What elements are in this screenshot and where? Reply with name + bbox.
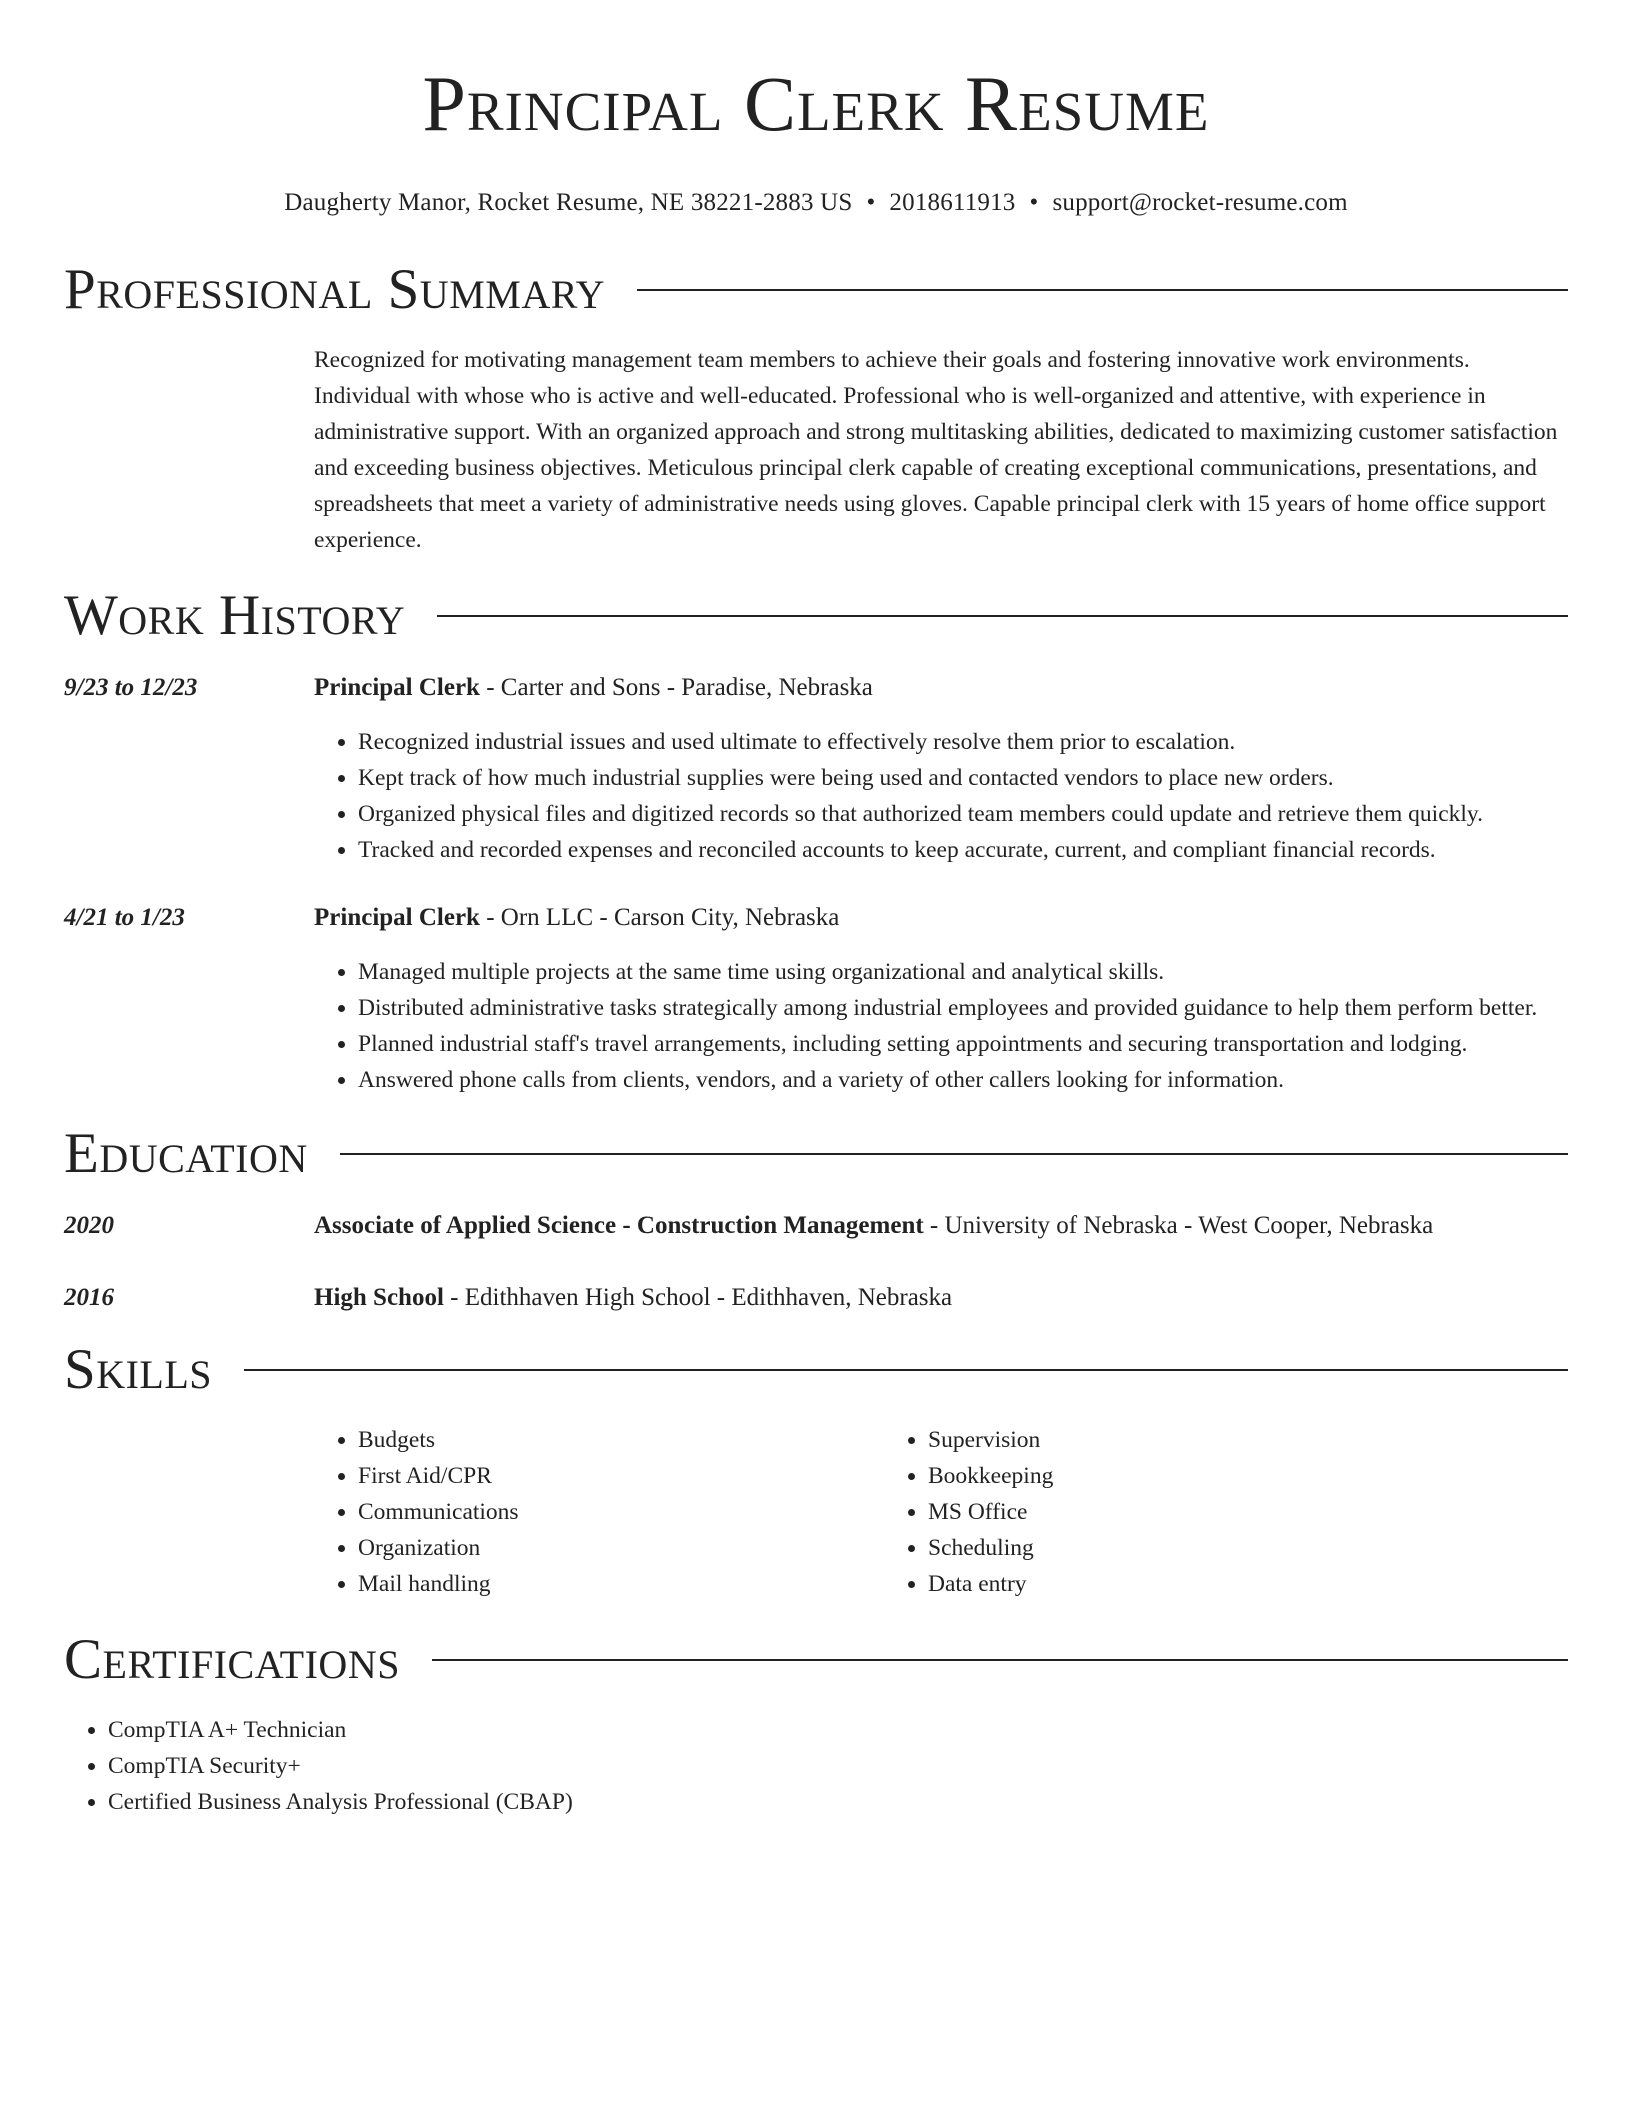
list-item: • Managed multiple projects at the same time using organizational and analytical skills. <box>358 954 1568 990</box>
list-item: • Planned industrial staff's travel arrangements, including setting appointments and securing transportation and lodging. <box>358 1026 1568 1062</box>
section-title: Skills <box>64 1338 213 1401</box>
education-year: 2020 <box>64 1212 114 1239</box>
list-item: • Organized physical files and digitized records so that authorized team members could update and retrieve them quickly. <box>358 796 1568 832</box>
skill-item: • First Aid/CPR <box>358 1458 884 1494</box>
skills-column-left <box>314 1422 884 1602</box>
work-bullets <box>314 954 1568 1098</box>
work-heading <box>314 900 1568 936</box>
skill-item: • Organization <box>358 1530 884 1566</box>
skill-item: • Budgets <box>358 1422 884 1458</box>
work-dates: 9/23 to 12/23 <box>64 674 198 701</box>
section-divider <box>340 1153 1568 1155</box>
work-dates: 4/21 to 1/23 <box>64 904 185 931</box>
skill-item: • Supervision <box>928 1422 1454 1458</box>
school-details: - Edithhaven High School - Edithhaven, Nebraska <box>443 1284 953 1311</box>
work-body <box>314 670 1568 868</box>
certifications-list <box>64 1712 1568 1820</box>
resume-title: Principal Clerk Resume <box>422 60 1210 147</box>
contact-email: support@rocket-resume.com <box>1052 189 1348 216</box>
work-entry <box>64 900 1568 1098</box>
skill-item: • Bookkeeping <box>928 1458 1454 1494</box>
section-divider <box>437 615 1568 617</box>
section-title: Work History <box>64 584 406 647</box>
work-body <box>314 900 1568 1098</box>
degree-title: High School <box>314 1284 444 1311</box>
contact-line <box>64 186 1568 220</box>
summary-text: Recognized for motivating management team members to achieve their goals and fostering innovative work environments. Individual with whose who is active and well-educated. Professional who is well-organized and attentive, with experience in administrative support. With an organized approach and strong multitasking abilities, dedicated to maximizing customer satisfaction and exceeding business objectives. Meticulous principal clerk capable of creating exceptional communications, presentations, and spreadsheets that meet a variety of administrative needs using gloves. Capable principal clerk with 15 years of home office support experience. <box>314 347 1558 553</box>
education-heading <box>314 1208 1568 1244</box>
section-header-certifications <box>64 1628 1568 1692</box>
education-year: 2016 <box>64 1284 114 1311</box>
list-item: • Kept track of how much industrial supplies were being used and contacted vendors to place new orders. <box>358 760 1568 796</box>
section-header-work-history <box>64 584 1568 648</box>
work-entry <box>64 670 1568 868</box>
contact-phone: 2018611913 <box>889 189 1016 216</box>
list-item: • Recognized industrial issues and used ultimate to effectively resolve them prior to escalation. <box>358 724 1568 760</box>
work-heading <box>314 670 1568 706</box>
contact-separator: • <box>1029 189 1039 216</box>
list-item: • Tracked and recorded expenses and reconciled accounts to keep accurate, current, and compliant financial records. <box>358 832 1568 868</box>
certification-item: • Certified Business Analysis Professional (CBAP) <box>108 1784 1568 1820</box>
job-details: - Carter and Sons - Paradise, Nebraska <box>479 674 873 701</box>
section-title: Certifications <box>64 1628 400 1691</box>
list-item: • Answered phone calls from clients, vendors, and a variety of other callers looking for information. <box>358 1062 1568 1098</box>
list-item: • Distributed administrative tasks strategically among industrial employees and provided guidance to help them perform better. <box>358 990 1568 1026</box>
education-heading <box>314 1280 1568 1316</box>
contact-address: Daugherty Manor, Rocket Resume, NE 38221-2883 US <box>284 189 853 216</box>
job-title: Principal Clerk <box>314 674 480 701</box>
section-header-education <box>64 1122 1568 1186</box>
section-title: Professional Summary <box>64 258 606 321</box>
job-title: Principal Clerk <box>314 904 480 931</box>
skill-item: • Mail handling <box>358 1566 884 1602</box>
job-details: - Orn LLC - Carson City, Nebraska <box>479 904 840 931</box>
skill-item: • Data entry <box>928 1566 1454 1602</box>
section-divider <box>432 1659 1568 1661</box>
degree-title: Associate of Applied Science - Construction Management <box>314 1212 924 1239</box>
skills-column-right <box>884 1422 1454 1602</box>
education-entry <box>64 1208 1568 1244</box>
skill-item: • Scheduling <box>928 1530 1454 1566</box>
skill-item: • MS Office <box>928 1494 1454 1530</box>
certification-item: • CompTIA A+ Technician <box>108 1712 1568 1748</box>
skill-item: • Communications <box>358 1494 884 1530</box>
section-header-skills <box>64 1338 1568 1402</box>
section-title: Education <box>64 1122 308 1185</box>
work-bullets <box>314 724 1568 868</box>
section-divider <box>244 1369 1568 1371</box>
skills-grid <box>314 1422 1568 1602</box>
school-details: - University of Nebraska - West Cooper, Nebraska <box>923 1212 1434 1239</box>
section-divider <box>637 289 1568 291</box>
certification-item: • CompTIA Security+ <box>108 1748 1568 1784</box>
section-header-summary <box>64 258 1568 322</box>
contact-separator: • <box>866 189 876 216</box>
education-entry <box>64 1280 1568 1316</box>
